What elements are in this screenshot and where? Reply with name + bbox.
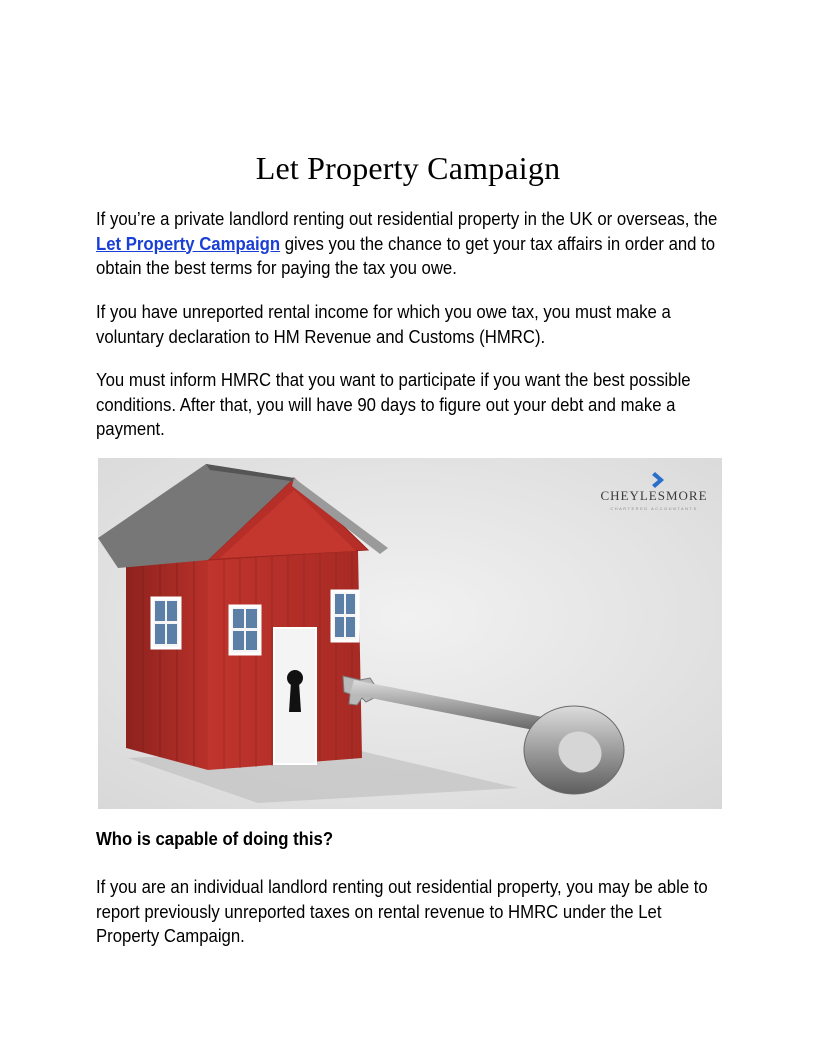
let-property-campaign-link[interactable]: Let Property Campaign <box>96 233 281 254</box>
logo-text: CHEYLESMORE <box>600 488 708 503</box>
intro-text-end: gives you the chance to get your tax affairs in order and to obtain the best terms for paying the tax you owe. <box>96 233 716 278</box>
section-heading: Who is capable of doing this? <box>96 829 334 849</box>
unreported-income-paragraph: If you have unreported rental income for which you owe tax, you must make a voluntary declaration to HM Revenue and Customs (HMRC). <box>96 302 671 347</box>
inform-hmrc-paragraph: You must inform HMRC that you want to participate if you want the best possible conditions. After that, you will have 90 days to figure out your debt and make a payment. <box>96 370 691 439</box>
house-key-illustration <box>98 458 722 809</box>
intro-paragraph <box>96 207 726 281</box>
house-key-image <box>98 458 722 809</box>
page-title: Let Property Campaign <box>255 150 561 186</box>
intro-text-start: If you’re a private landlord renting out residential property in the UK or overseas, the <box>96 209 718 229</box>
logo-tagline: CHARTERED ACCOUNTANTS <box>610 506 698 511</box>
eligibility-paragraph: If you are an individual landlord renting out residential property, you may be able to report previously unreported taxes on rental revenue to HMRC under the Let Property Campaign. <box>96 877 708 946</box>
